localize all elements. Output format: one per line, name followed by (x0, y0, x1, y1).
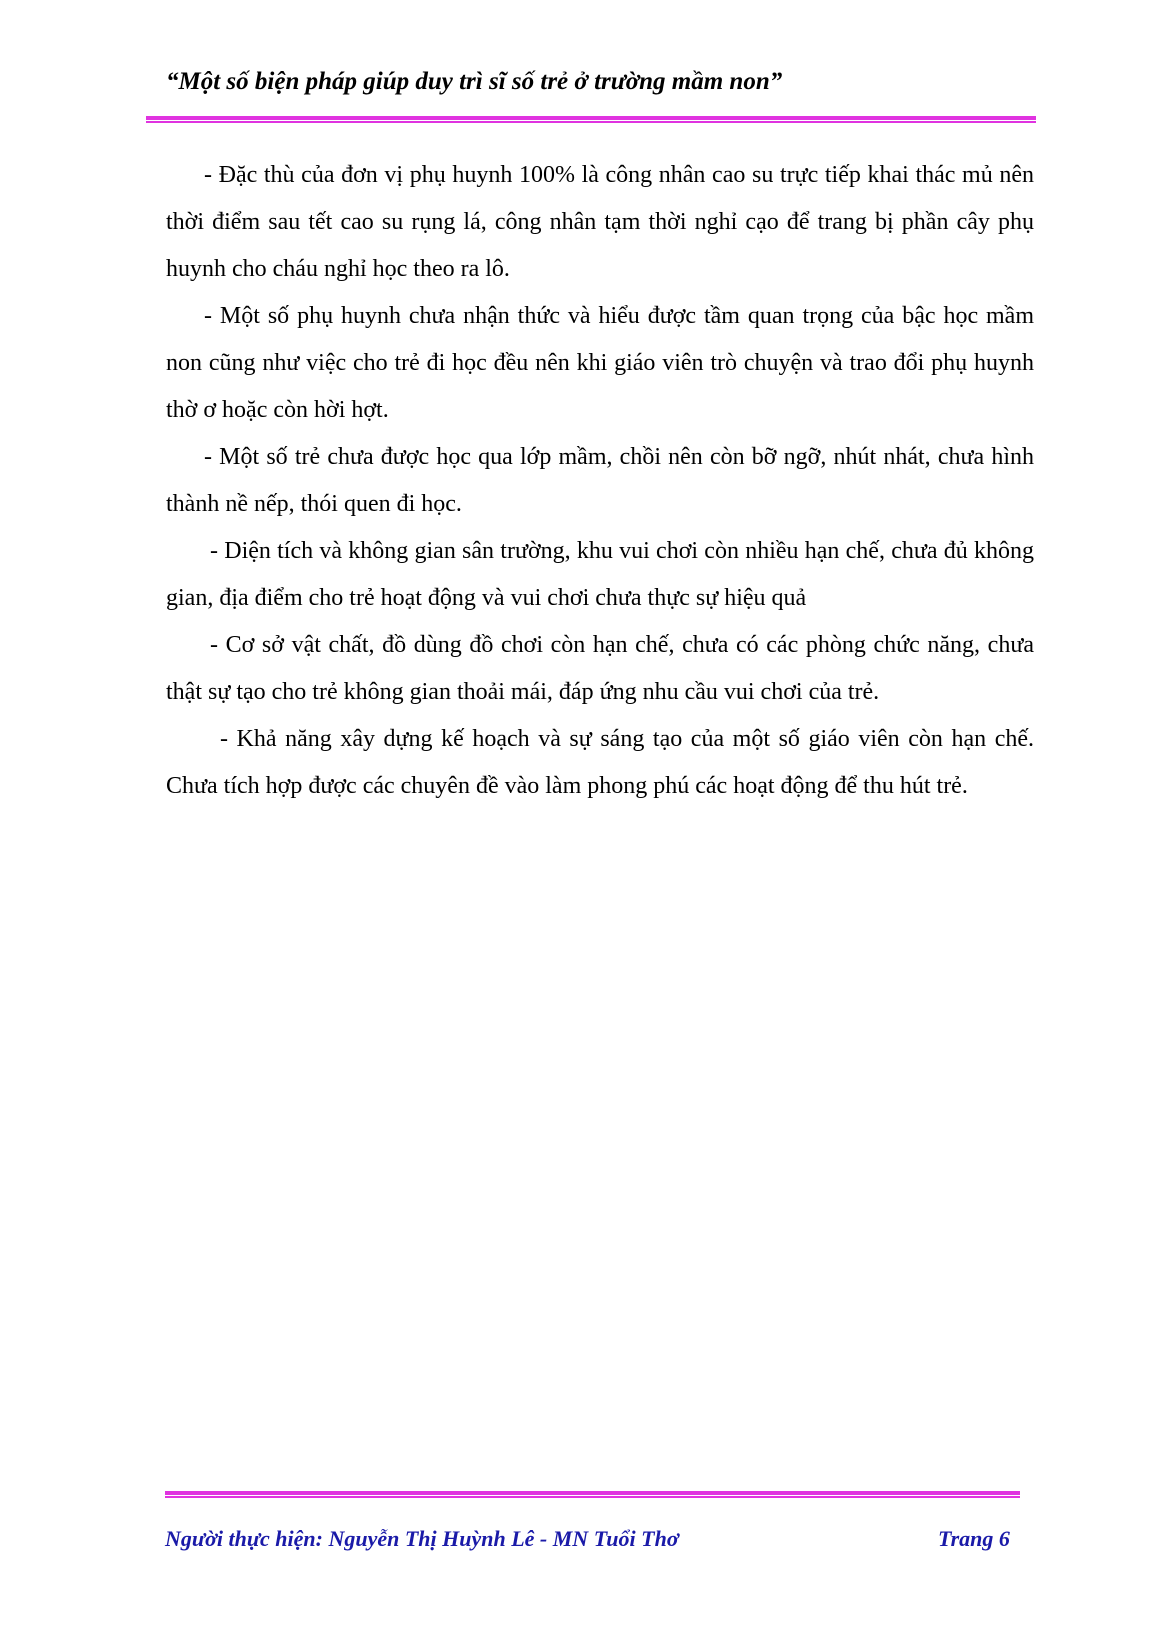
paragraph: - Diện tích và không gian sân trường, khu vui chơi còn nhiều hạn chế, chưa đủ không gian, địa điểm cho trẻ hoạt động và vui chơi chưa thực sự hiệu quả (166, 538, 1034, 611)
paragraph: - Khả năng xây dựng kế hoạch và sự sáng tạo của một số giáo viên còn hạn chế. Chưa tích hợp được các chuyên đề vào làm phong phú các hoạt động để thu hút trẻ. (166, 726, 1034, 799)
paragraph: - Đặc thù của đơn vị phụ huynh 100% là công nhân cao su trực tiếp khai thác mủ nên thời điểm sau tết cao su rụng lá, công nhân tạm thời nghỉ cạo để trang bị phần cây phụ huynh cho cháu nghỉ học theo ra lô. (166, 162, 1034, 282)
footer-author: Người thực hiện: Nguyễn Thị Huỳnh Lê - MN Tuổi Thơ (165, 1526, 679, 1551)
paragraph: - Một số trẻ chưa được học qua lớp mầm, chồi nên còn bỡ ngỡ, nhút nhát, chưa hình thành nề nếp, thói quen đi học. (166, 444, 1034, 517)
footer-divider (165, 1491, 1020, 1498)
page-number: Trang 6 (938, 1526, 1010, 1551)
document-header-title: “Một số biện pháp giúp duy trì sĩ số trẻ ở trường mầm non” (166, 68, 783, 95)
paragraph: - Cơ sở vật chất, đồ dùng đồ chơi còn hạn chế, chưa có các phòng chức năng, chưa thật sự tạo cho trẻ không gian thoải mái, đáp ứng nhu cầu vui chơi của trẻ. (166, 632, 1034, 705)
document-body (166, 152, 1034, 810)
paragraph: - Một số phụ huynh chưa nhận thức và hiểu được tầm quan trọng của bậc học mầm non cũng như việc cho trẻ đi học đều nên khi giáo viên trò chuyện và trao đổi phụ huynh thờ ơ hoặc còn hời hợt. (166, 303, 1034, 423)
header-divider (146, 116, 1036, 123)
